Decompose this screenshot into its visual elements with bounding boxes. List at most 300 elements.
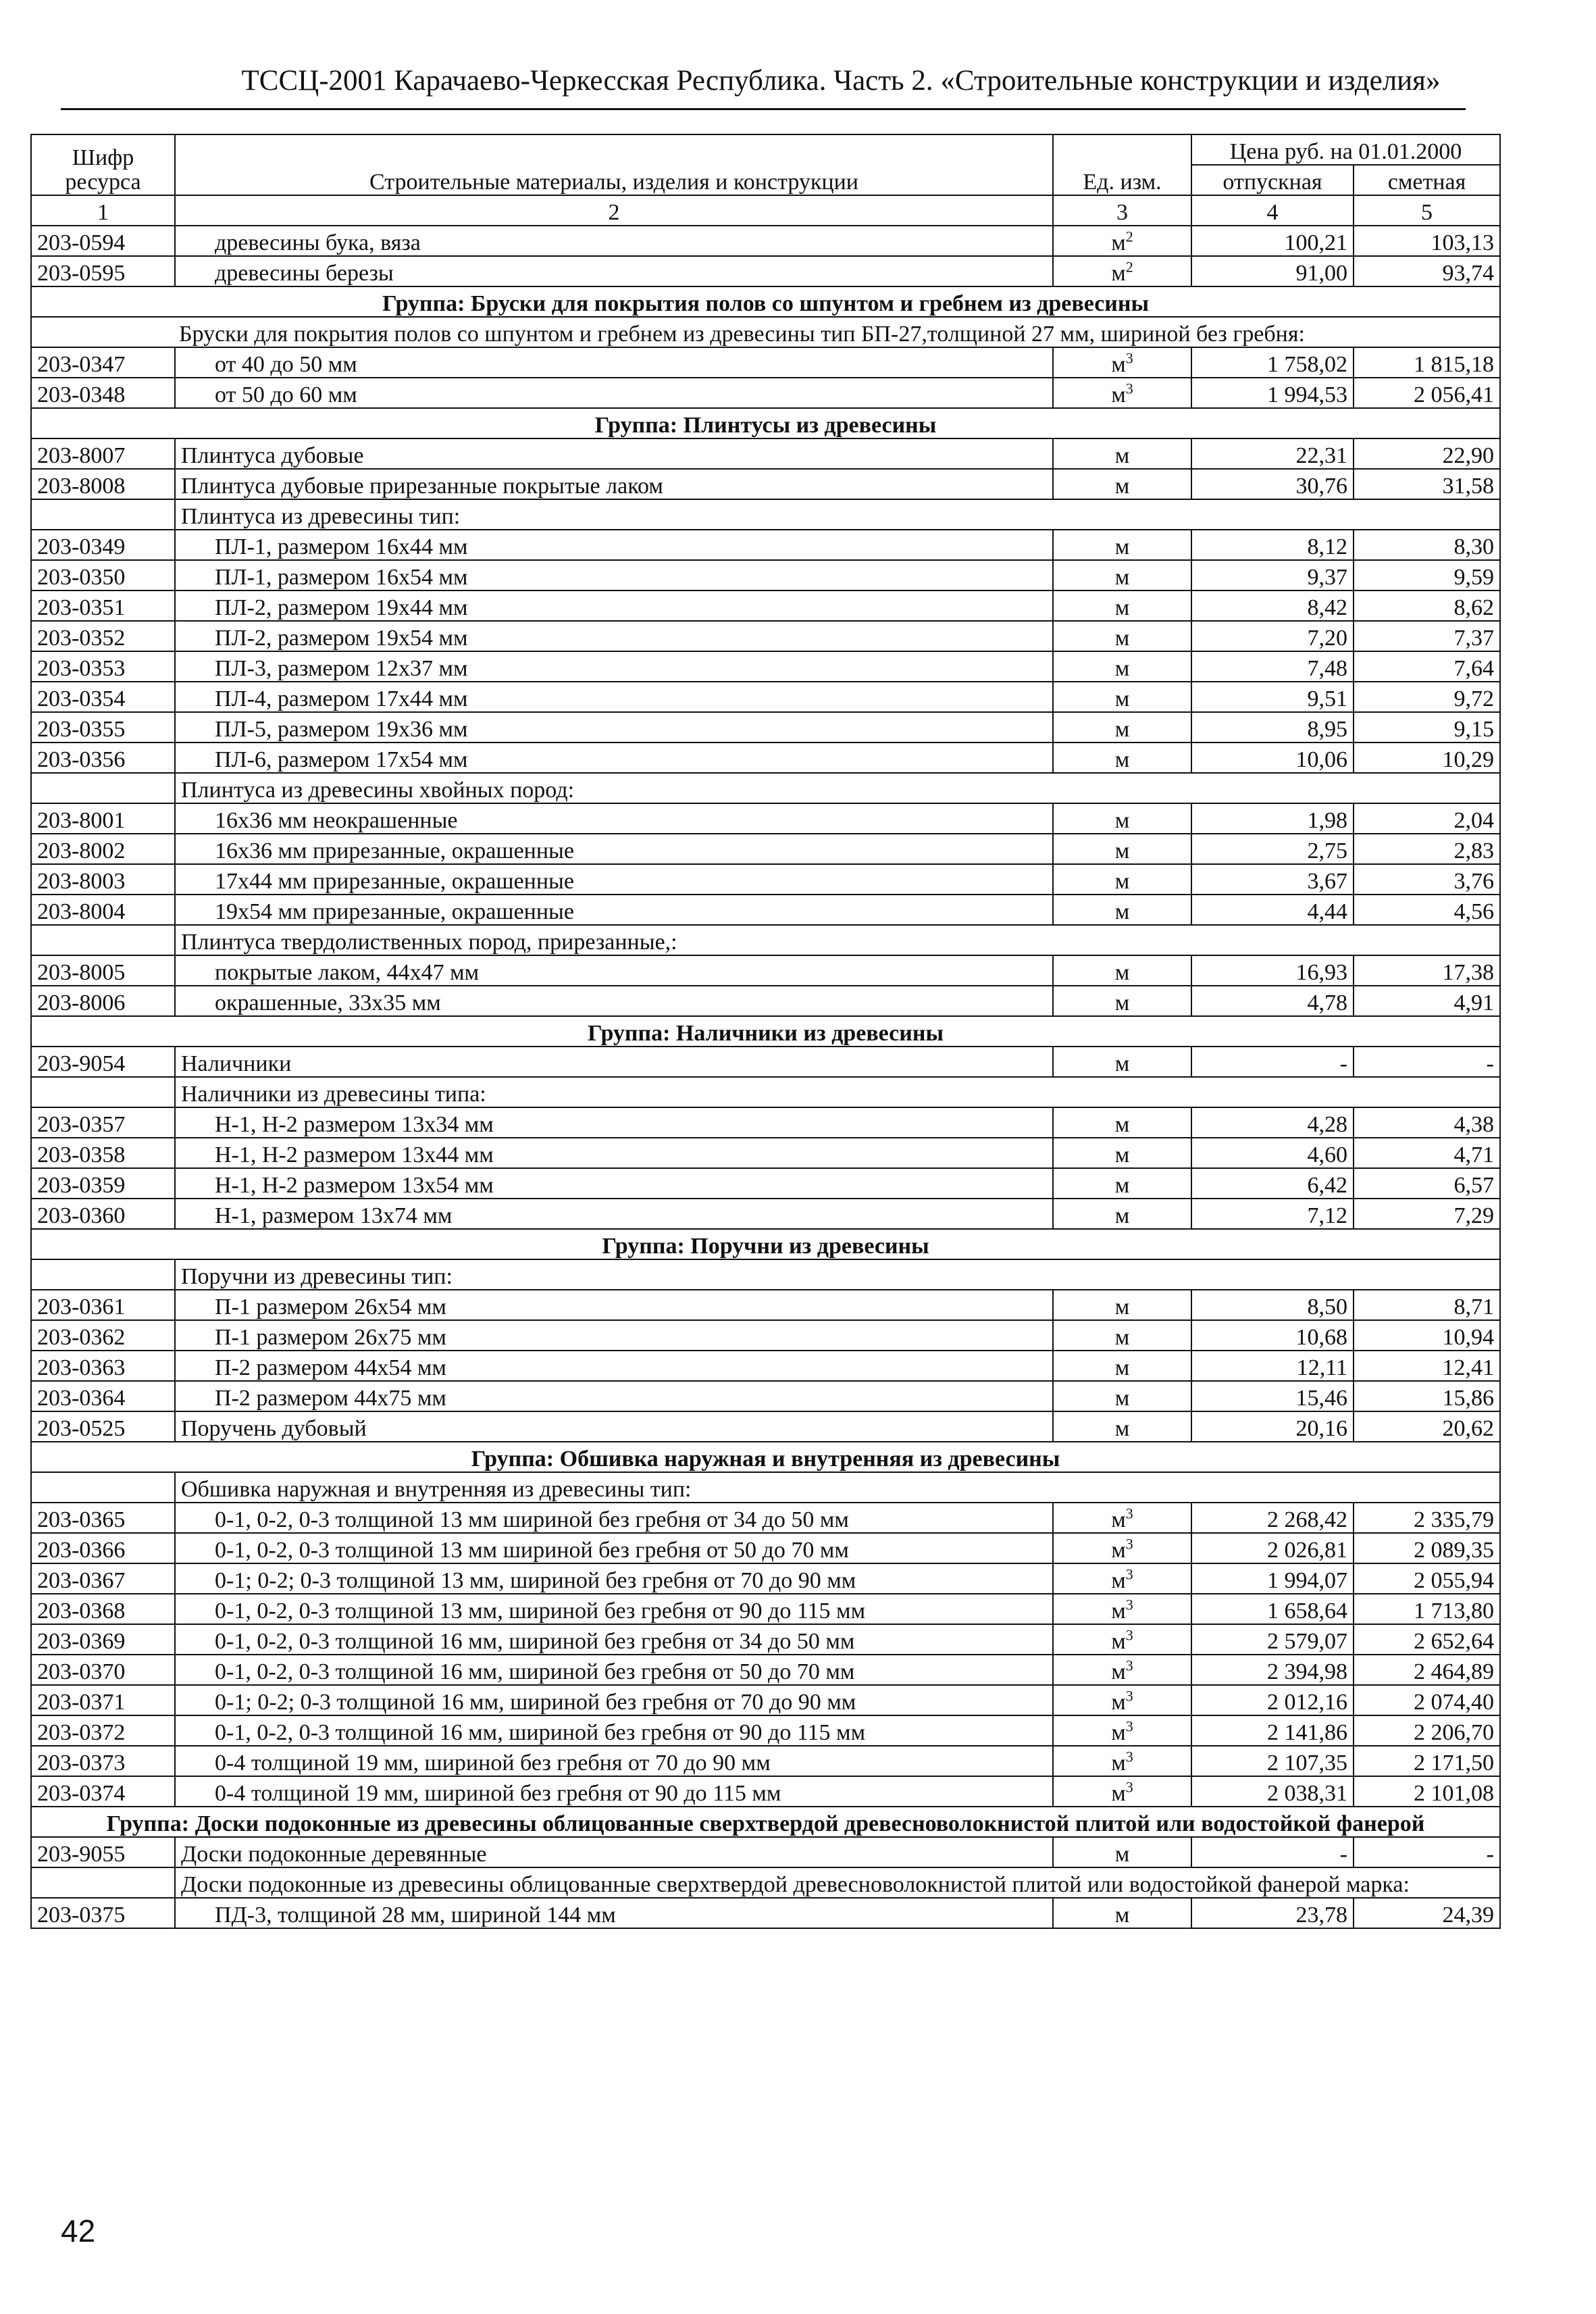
empty-cell xyxy=(31,925,175,955)
resource-code: 203-0367 xyxy=(31,1563,175,1594)
table-row xyxy=(31,530,1500,560)
resource-code: 203-0356 xyxy=(31,743,175,773)
table-row xyxy=(31,438,1500,469)
item-name: 0-1, 0-2, 0-3 толщиной 13 мм шириной без гребня от 34 до 50 мм xyxy=(175,1503,1053,1533)
unit-exponent: 3 xyxy=(1125,1505,1133,1522)
table-row xyxy=(31,1411,1500,1442)
unit-exponent: 3 xyxy=(1125,1687,1133,1705)
estimate-price: 8,71 xyxy=(1354,1290,1500,1320)
estimate-price: 4,38 xyxy=(1354,1107,1500,1138)
release-price: - xyxy=(1191,1047,1354,1077)
table-row xyxy=(31,1047,1500,1077)
resource-code: 203-8003 xyxy=(31,864,175,895)
unit-cell xyxy=(1053,1655,1191,1685)
resource-code: 203-8004 xyxy=(31,895,175,925)
estimate-price: 17,38 xyxy=(1354,955,1500,986)
estimate-price: 2 206,70 xyxy=(1354,1715,1500,1746)
table-row xyxy=(31,560,1500,590)
release-price: 23,78 xyxy=(1191,1898,1354,1928)
estimate-price: 4,91 xyxy=(1354,986,1500,1016)
unit-cell xyxy=(1053,1685,1191,1715)
unit-value: м xyxy=(1114,747,1130,772)
unit-cell xyxy=(1053,469,1191,499)
unit-value: м xyxy=(1114,960,1130,985)
estimate-price: 93,74 xyxy=(1354,256,1500,286)
item-name: 0-1; 0-2; 0-3 толщиной 16 мм, шириной без гребня от 70 до 90 мм xyxy=(175,1685,1053,1715)
item-name: 16х36 мм неокрашенные xyxy=(175,803,1053,834)
unit-exponent: 3 xyxy=(1125,1717,1133,1735)
empty-cell xyxy=(31,1259,175,1290)
group-description-row xyxy=(31,317,1500,347)
group-heading: Группа: Плинтусы из древесины xyxy=(31,408,1500,438)
table-row xyxy=(31,1138,1500,1168)
group-heading-row xyxy=(31,286,1500,317)
unit-cell xyxy=(1053,1776,1191,1807)
item-name: 0-1; 0-2; 0-3 толщиной 13 мм, шириной без гребня от 70 до 90 мм xyxy=(175,1563,1053,1594)
table-row xyxy=(31,1898,1500,1928)
resource-code: 203-0349 xyxy=(31,530,175,560)
unit-value: м xyxy=(1114,869,1130,894)
group-heading: Группа: Бруски для покрытия полов со шпунтом и гребнем из древесины xyxy=(31,286,1500,317)
unit-value: м xyxy=(1114,656,1130,681)
table-row xyxy=(31,469,1500,499)
unit-cell xyxy=(1053,1715,1191,1746)
unit-cell xyxy=(1053,1624,1191,1655)
unit-value: м xyxy=(1114,595,1130,620)
table-row xyxy=(31,1594,1500,1624)
release-price: 16,93 xyxy=(1191,955,1354,986)
group-heading-row xyxy=(31,1442,1500,1472)
resource-code: 203-9055 xyxy=(31,1837,175,1867)
table-row xyxy=(31,955,1500,986)
header-unit: Ед. изм. xyxy=(1053,134,1191,195)
header-name: Строительные материалы, изделия и конструкции xyxy=(175,134,1053,195)
resource-code: 203-0368 xyxy=(31,1594,175,1624)
table-row xyxy=(31,712,1500,743)
item-name: 19х54 мм прирезанные, окрашенные xyxy=(175,895,1053,925)
empty-cell xyxy=(31,1077,175,1107)
unit-value: м xyxy=(1114,808,1130,833)
estimate-price: 103,13 xyxy=(1354,226,1500,256)
unit-value: м xyxy=(1114,1355,1130,1380)
group-heading-row xyxy=(31,408,1500,438)
unit-cell xyxy=(1053,955,1191,986)
estimate-price: - xyxy=(1354,1837,1500,1867)
estimate-price: 12,41 xyxy=(1354,1351,1500,1381)
table-row xyxy=(31,1533,1500,1563)
item-name: 16х36 мм прирезанные, окрашенные xyxy=(175,834,1053,864)
release-price: 4,60 xyxy=(1191,1138,1354,1168)
unit-value: м xyxy=(1114,1112,1130,1137)
group-heading-row xyxy=(31,1229,1500,1259)
release-price: 2 268,42 xyxy=(1191,1503,1354,1533)
item-name: Н-1, Н-2 размером 13х34 мм xyxy=(175,1107,1053,1138)
page-number: 42 xyxy=(61,2213,96,2248)
resource-code: 203-8002 xyxy=(31,834,175,864)
table-row xyxy=(31,256,1500,286)
item-name: П-2 размером 44х75 мм xyxy=(175,1381,1053,1411)
estimate-price: - xyxy=(1354,1047,1500,1077)
unit-cell xyxy=(1053,256,1191,286)
unit-cell xyxy=(1053,1503,1191,1533)
release-price: 15,46 xyxy=(1191,1381,1354,1411)
estimate-price: 2 056,41 xyxy=(1354,378,1500,408)
unit-exponent: 3 xyxy=(1125,1748,1133,1765)
resource-code: 203-0354 xyxy=(31,682,175,712)
table-row xyxy=(31,803,1500,834)
empty-cell xyxy=(31,1867,175,1898)
table-row xyxy=(31,1199,1500,1229)
unit-cell xyxy=(1053,1107,1191,1138)
release-price: 3,67 xyxy=(1191,864,1354,895)
unit-cell xyxy=(1053,1320,1191,1351)
resource-code: 203-0363 xyxy=(31,1351,175,1381)
unit-value: м xyxy=(1114,1903,1130,1928)
group-description: Бруски для покрытия полов со шпунтом и гребнем из древесины тип БП-27,толщиной 27 мм, шириной без гребня: xyxy=(31,317,1500,347)
unit-value: м xyxy=(1114,565,1130,590)
release-price: 2 394,98 xyxy=(1191,1655,1354,1685)
item-name: от 40 до 50 мм xyxy=(175,347,1053,378)
group-description: Доски подоконные из древесины облицованные сверхтвердой древесноволокнистой плитой или водостойкой фанерой марка: xyxy=(175,1867,1500,1898)
unit-cell xyxy=(1053,895,1191,925)
resource-code: 203-8001 xyxy=(31,803,175,834)
unit-value: м xyxy=(1111,1720,1126,1745)
release-price: 2 107,35 xyxy=(1191,1746,1354,1776)
item-name: П-1 размером 26х54 мм xyxy=(175,1290,1053,1320)
estimate-price: 2,04 xyxy=(1354,803,1500,834)
table-row xyxy=(31,895,1500,925)
release-price: 12,11 xyxy=(1191,1351,1354,1381)
header-release: отпускная xyxy=(1191,165,1354,195)
resource-code: 203-8008 xyxy=(31,469,175,499)
unit-cell xyxy=(1053,1138,1191,1168)
release-price: 2,75 xyxy=(1191,834,1354,864)
table-row xyxy=(31,378,1500,408)
subgroup-row xyxy=(31,499,1500,530)
table-row xyxy=(31,1563,1500,1594)
estimate-price: 8,30 xyxy=(1354,530,1500,560)
estimate-price: 15,86 xyxy=(1354,1381,1500,1411)
resource-code: 203-0351 xyxy=(31,590,175,621)
resource-code: 203-8006 xyxy=(31,986,175,1016)
unit-cell xyxy=(1053,1351,1191,1381)
resource-code: 203-0359 xyxy=(31,1168,175,1199)
estimate-price: 10,94 xyxy=(1354,1320,1500,1351)
group-heading: Группа: Обшивка наружная и внутренняя из древесины xyxy=(31,1442,1500,1472)
estimate-price: 2 464,89 xyxy=(1354,1655,1500,1685)
estimate-price: 2 335,79 xyxy=(1354,1503,1500,1533)
release-price: 30,76 xyxy=(1191,469,1354,499)
item-name: 17х44 мм прирезанные, окрашенные xyxy=(175,864,1053,895)
table-header-row xyxy=(31,134,1500,165)
group-heading: Группа: Поручни из древесины xyxy=(31,1229,1500,1259)
item-name: ПЛ-2, размером 19х44 мм xyxy=(175,590,1053,621)
unit-cell xyxy=(1053,1381,1191,1411)
resource-code: 203-0374 xyxy=(31,1776,175,1807)
item-name: 0-1, 0-2, 0-3 толщиной 16 мм, шириной без гребня от 50 до 70 мм xyxy=(175,1655,1053,1685)
item-name: 0-4 толщиной 19 мм, шириной без гребня от 70 до 90 мм xyxy=(175,1746,1053,1776)
unit-cell xyxy=(1053,347,1191,378)
item-name: Плинтуса дубовые прирезанные покрытые лаком xyxy=(175,469,1053,499)
item-name: П-1 размером 26х75 мм xyxy=(175,1320,1053,1351)
unit-value: м xyxy=(1111,1659,1126,1684)
unit-value: м xyxy=(1111,230,1126,255)
resource-code: 203-9054 xyxy=(31,1047,175,1077)
release-price: 20,16 xyxy=(1191,1411,1354,1442)
release-price: 8,42 xyxy=(1191,590,1354,621)
table-row xyxy=(31,347,1500,378)
release-price: 9,37 xyxy=(1191,560,1354,590)
table-row xyxy=(31,1776,1500,1807)
col-number: 3 xyxy=(1053,195,1191,226)
price-table xyxy=(30,134,1501,1929)
item-name: покрытые лаком, 44х47 мм xyxy=(175,955,1053,986)
unit-cell xyxy=(1053,1047,1191,1077)
group-heading-row xyxy=(31,1016,1500,1047)
resource-code: 203-0360 xyxy=(31,1199,175,1229)
unit-value: м xyxy=(1111,352,1126,377)
header-rule xyxy=(61,108,1466,110)
table-row xyxy=(31,1351,1500,1381)
estimate-price: 2 101,08 xyxy=(1354,1776,1500,1807)
item-name: 0-4 толщиной 19 мм, шириной без гребня от 90 до 115 мм xyxy=(175,1776,1053,1807)
item-name: Поручень дубовый xyxy=(175,1411,1053,1442)
unit-value: м xyxy=(1111,261,1126,286)
estimate-price: 31,58 xyxy=(1354,469,1500,499)
unit-value: м xyxy=(1114,899,1130,924)
subgroup-label: Плинтуса твердолиственных пород, прирезанные,: xyxy=(175,925,1500,955)
estimate-price: 22,90 xyxy=(1354,438,1500,469)
unit-cell xyxy=(1053,1594,1191,1624)
resource-code: 203-0352 xyxy=(31,621,175,651)
resource-code: 203-8005 xyxy=(31,955,175,986)
release-price: 4,78 xyxy=(1191,986,1354,1016)
resource-code: 203-0353 xyxy=(31,651,175,682)
table-row xyxy=(31,864,1500,895)
empty-cell xyxy=(31,499,175,530)
resource-code: 203-0358 xyxy=(31,1138,175,1168)
item-name: 0-1, 0-2, 0-3 толщиной 16 мм, шириной без гребня от 34 до 50 мм xyxy=(175,1624,1053,1655)
unit-cell xyxy=(1053,1746,1191,1776)
unit-exponent: 2 xyxy=(1125,228,1133,245)
running-header: ТССЦ-2001 Карачаево-Черкесская Республика. Часть 2. «Строительные конструкции и изделия» xyxy=(241,65,1441,97)
unit-value: м xyxy=(1114,1842,1130,1867)
release-price: 8,50 xyxy=(1191,1290,1354,1320)
subgroup-label: Плинтуса из древесины тип: xyxy=(175,499,1500,530)
table-row xyxy=(31,1503,1500,1533)
table-row xyxy=(31,743,1500,773)
resource-code: 203-0347 xyxy=(31,347,175,378)
item-name: Наличники xyxy=(175,1047,1053,1077)
release-price: 1 658,64 xyxy=(1191,1594,1354,1624)
release-price: 1 758,02 xyxy=(1191,347,1354,378)
release-price: 1 994,53 xyxy=(1191,378,1354,408)
unit-value: м xyxy=(1114,838,1130,863)
estimate-price: 1 713,80 xyxy=(1354,1594,1500,1624)
col-number: 1 xyxy=(31,195,175,226)
unit-cell xyxy=(1053,1837,1191,1867)
item-name: 0-1, 0-2, 0-3 толщиной 13 мм, шириной без гребня от 90 до 115 мм xyxy=(175,1594,1053,1624)
unit-value: м xyxy=(1114,1051,1130,1076)
resource-code: 203-0525 xyxy=(31,1411,175,1442)
estimate-price: 24,39 xyxy=(1354,1898,1500,1928)
estimate-price: 1 815,18 xyxy=(1354,347,1500,378)
resource-code: 203-0371 xyxy=(31,1685,175,1715)
unit-cell xyxy=(1053,743,1191,773)
table-row xyxy=(31,1107,1500,1138)
release-price: 2 012,16 xyxy=(1191,1685,1354,1715)
resource-code: 203-0595 xyxy=(31,256,175,286)
table-row xyxy=(31,834,1500,864)
unit-exponent: 3 xyxy=(1125,349,1133,367)
col-number: 4 xyxy=(1191,195,1354,226)
resource-code: 203-0369 xyxy=(31,1624,175,1655)
unit-cell xyxy=(1053,621,1191,651)
estimate-price: 4,71 xyxy=(1354,1138,1500,1168)
unit-cell xyxy=(1053,530,1191,560)
table-row xyxy=(31,621,1500,651)
table-row xyxy=(31,1624,1500,1655)
resource-code: 203-0375 xyxy=(31,1898,175,1928)
header-code: Шифр ресурса xyxy=(31,134,175,195)
unit-value: м xyxy=(1111,1781,1126,1806)
unit-exponent: 3 xyxy=(1125,1626,1133,1644)
release-price: 2 141,86 xyxy=(1191,1715,1354,1746)
release-price: 7,20 xyxy=(1191,621,1354,651)
unit-exponent: 3 xyxy=(1125,380,1133,397)
table-row xyxy=(31,1320,1500,1351)
estimate-price: 4,56 xyxy=(1354,895,1500,925)
unit-exponent: 3 xyxy=(1125,1778,1133,1796)
table-row xyxy=(31,1685,1500,1715)
unit-value: м xyxy=(1114,1203,1130,1228)
group-heading-row xyxy=(31,1807,1500,1837)
table-row xyxy=(31,1290,1500,1320)
resource-code: 203-0350 xyxy=(31,560,175,590)
resource-code: 203-0370 xyxy=(31,1655,175,1685)
unit-value: м xyxy=(1114,990,1130,1015)
group-description: Поручни из древесины тип: xyxy=(175,1259,1500,1290)
unit-cell xyxy=(1053,986,1191,1016)
unit-value: м xyxy=(1114,717,1130,742)
table-row xyxy=(31,986,1500,1016)
release-price: 100,21 xyxy=(1191,226,1354,256)
unit-cell xyxy=(1053,438,1191,469)
unit-cell xyxy=(1053,226,1191,256)
resource-code: 203-8007 xyxy=(31,438,175,469)
unit-value: м xyxy=(1114,626,1130,651)
release-price: 22,31 xyxy=(1191,438,1354,469)
estimate-price: 9,15 xyxy=(1354,712,1500,743)
item-name: П-2 размером 44х54 мм xyxy=(175,1351,1053,1381)
estimate-price: 3,76 xyxy=(1354,864,1500,895)
resource-code: 203-0372 xyxy=(31,1715,175,1746)
unit-value: м xyxy=(1111,1599,1126,1624)
item-name: окрашенные, 33х35 мм xyxy=(175,986,1053,1016)
resource-code: 203-0348 xyxy=(31,378,175,408)
table-row xyxy=(31,1715,1500,1746)
unit-value: м xyxy=(1111,382,1126,407)
unit-cell xyxy=(1053,560,1191,590)
subgroup-label: Плинтуса из древесины хвойных пород: xyxy=(175,773,1500,803)
table-row xyxy=(31,1655,1500,1685)
header-estimate: сметная xyxy=(1354,165,1500,195)
table-row xyxy=(31,1168,1500,1199)
item-name: Плинтуса дубовые xyxy=(175,438,1053,469)
item-name: ПЛ-6, размером 17х54 мм xyxy=(175,743,1053,773)
subgroup-row xyxy=(31,1077,1500,1107)
unit-cell xyxy=(1053,1533,1191,1563)
unit-value: м xyxy=(1114,1173,1130,1198)
resource-code: 203-0594 xyxy=(31,226,175,256)
unit-cell xyxy=(1053,1563,1191,1594)
item-name: Н-1, Н-2 размером 13х54 мм xyxy=(175,1168,1053,1199)
estimate-price: 7,37 xyxy=(1354,621,1500,651)
resource-code: 203-0373 xyxy=(31,1746,175,1776)
col-number: 5 xyxy=(1354,195,1500,226)
release-price: 2 038,31 xyxy=(1191,1776,1354,1807)
unit-cell xyxy=(1053,651,1191,682)
resource-code: 203-0362 xyxy=(31,1320,175,1351)
estimate-price: 2,83 xyxy=(1354,834,1500,864)
subgroup-row xyxy=(31,925,1500,955)
unit-value: м xyxy=(1114,443,1130,468)
release-price: - xyxy=(1191,1837,1354,1867)
unit-value: м xyxy=(1114,474,1130,499)
unit-cell xyxy=(1053,1290,1191,1320)
unit-cell xyxy=(1053,378,1191,408)
release-price: 7,12 xyxy=(1191,1199,1354,1229)
unit-value: м xyxy=(1114,1325,1130,1350)
unit-cell xyxy=(1053,682,1191,712)
item-name: ПЛ-2, размером 19х54 мм xyxy=(175,621,1053,651)
unit-value: м xyxy=(1114,1142,1130,1167)
release-price: 2 579,07 xyxy=(1191,1624,1354,1655)
release-price: 7,48 xyxy=(1191,651,1354,682)
release-price: 4,44 xyxy=(1191,895,1354,925)
resource-code: 203-0365 xyxy=(31,1503,175,1533)
item-name: от 50 до 60 мм xyxy=(175,378,1053,408)
item-name: ПЛ-3, размером 12х37 мм xyxy=(175,651,1053,682)
item-name: древесины бука, вяза xyxy=(175,226,1053,256)
estimate-price: 2 055,94 xyxy=(1354,1563,1500,1594)
unit-value: м xyxy=(1111,1751,1126,1776)
unit-value: м xyxy=(1111,1507,1126,1532)
unit-exponent: 3 xyxy=(1125,1657,1133,1674)
table-row xyxy=(31,1746,1500,1776)
unit-value: м xyxy=(1114,1294,1130,1319)
table-row xyxy=(31,682,1500,712)
resource-code: 203-0361 xyxy=(31,1290,175,1320)
release-price: 91,00 xyxy=(1191,256,1354,286)
unit-value: м xyxy=(1111,1538,1126,1563)
estimate-price: 2 089,35 xyxy=(1354,1533,1500,1563)
item-name: ПЛ-5, размером 19х36 мм xyxy=(175,712,1053,743)
table-row xyxy=(31,651,1500,682)
estimate-price: 9,59 xyxy=(1354,560,1500,590)
estimate-price: 7,29 xyxy=(1354,1199,1500,1229)
unit-exponent: 3 xyxy=(1125,1535,1133,1553)
group-heading: Группа: Доски подоконные из древесины облицованные сверхтвердой древесноволокнистой плитой или водостойкой фанерой xyxy=(31,1807,1500,1837)
release-price: 2 026,81 xyxy=(1191,1533,1354,1563)
release-price: 1 994,07 xyxy=(1191,1563,1354,1594)
resource-code: 203-0355 xyxy=(31,712,175,743)
empty-cell xyxy=(31,773,175,803)
empty-cell xyxy=(31,1472,175,1503)
item-name: ПЛ-1, размером 16х44 мм xyxy=(175,530,1053,560)
estimate-price: 8,62 xyxy=(1354,590,1500,621)
group-description-row xyxy=(31,1259,1500,1290)
